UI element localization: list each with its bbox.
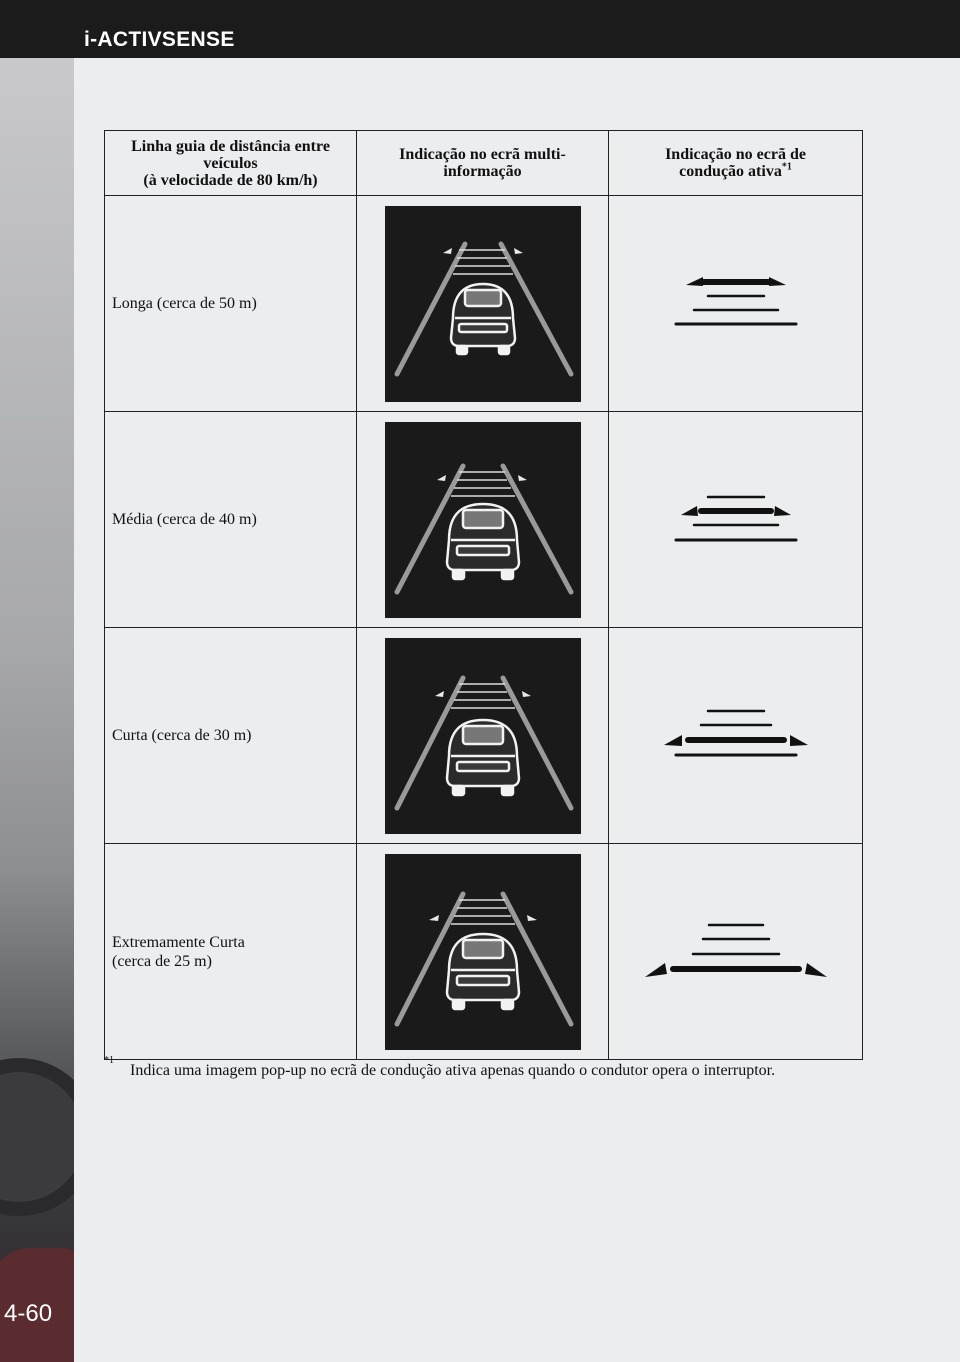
footnote-text: Indica uma imagem pop-up no ecrã de condução ativa apenas quando o condutor opera o interruptor.: [130, 1062, 776, 1079]
multi-info-display-short: [385, 638, 581, 834]
page-number: 4-60: [4, 1300, 53, 1327]
car-rear-icon: [385, 854, 581, 1050]
arrow-marker-icon: [443, 248, 523, 254]
footnote: *1 Indica uma imagem pop-up no ecrã de condução ativa apenas quando o condutor opera o interruptor.: [104, 1061, 864, 1080]
distance-bars-icon: [646, 269, 826, 339]
multi-info-display-extremely-short: [385, 854, 581, 1050]
table-header-row: [105, 131, 863, 196]
distance-bars-icon: [646, 485, 826, 555]
car-body: [451, 284, 515, 354]
col-header-active-driving: Indicação no ecrã de condução ativa$^{*1}$: [609, 131, 863, 196]
active-driving-display-medium: [646, 485, 826, 555]
table-row: [105, 628, 863, 844]
car-rear-icon: [385, 206, 581, 402]
distance-label: Longa (cerca de 50 m): [105, 196, 357, 412]
table-row: [105, 196, 863, 412]
car-rear-icon: [385, 422, 581, 618]
active-driving-display-extremely-short: [641, 917, 831, 987]
steering-wheel-image: [0, 1058, 74, 1216]
table-row: [105, 412, 863, 628]
section-title: i-ACTIVSENSE: [84, 28, 235, 51]
distance-bars-icon: [646, 701, 826, 771]
distance-guide-table: [104, 130, 863, 1060]
distance-label: Média (cerca de 40 m): [105, 412, 357, 628]
header-bar: [0, 0, 960, 58]
multi-info-display-long: [385, 206, 581, 402]
active-driving-display-short: [646, 701, 826, 771]
multi-info-display-medium: [385, 422, 581, 618]
side-photo-strip: [0, 58, 74, 1362]
col-header-distance: Linha guia de distância entre veículos (à velocidade de 80 km/h): [105, 131, 357, 196]
distance-label: Extremamente Curta (cerca de 25 m): [105, 844, 357, 1060]
distance-label: Curta (cerca de 30 m): [105, 628, 357, 844]
col-header-multi-info: Indicação no ecrã multi- informação: [357, 131, 609, 196]
active-driving-display-long: [646, 269, 826, 339]
table-row: [105, 844, 863, 1060]
car-rear-icon: [385, 638, 581, 834]
distance-bars-icon: [641, 917, 831, 987]
